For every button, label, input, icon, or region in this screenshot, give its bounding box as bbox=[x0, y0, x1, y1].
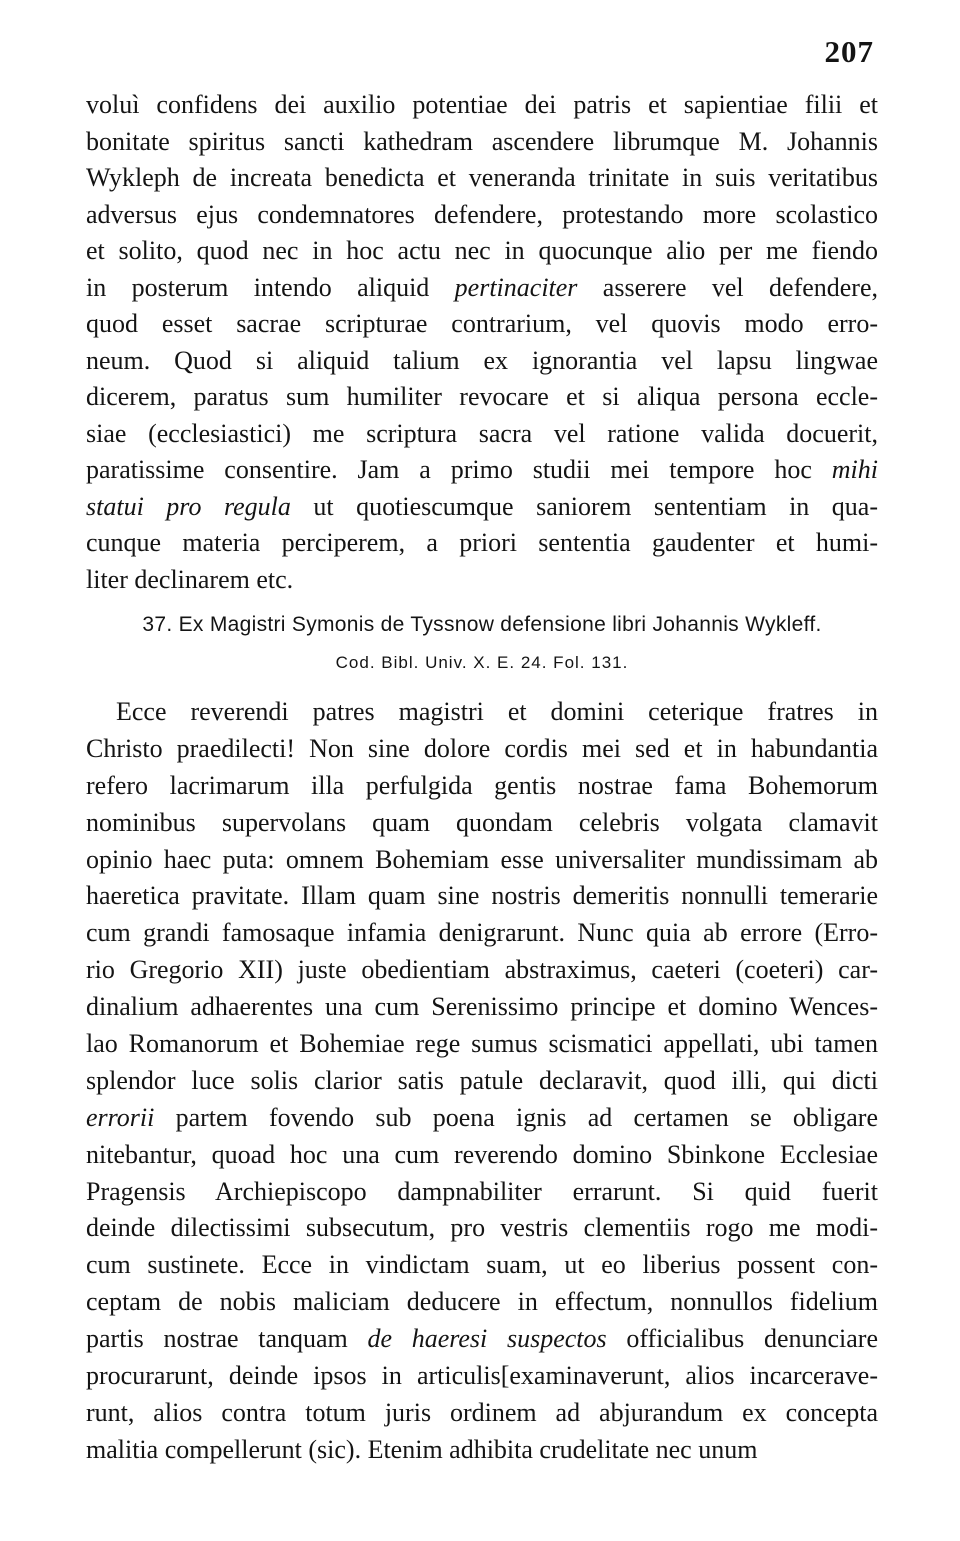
text-line bbox=[86, 1395, 878, 1432]
text-run: Wykleph de increata benedicta et veneranda trinitate in suis veritatibus bbox=[86, 163, 878, 192]
text-line bbox=[86, 1247, 878, 1284]
text-run: cum grandi famosaque infamia denigrarunt. Nunc quia ab errore (Erro- bbox=[86, 918, 878, 948]
document-heading: 37. Ex Magistri Symonis de Tyssnow defensione libri Johannis Wykleff. bbox=[142, 613, 822, 636]
text-run: cunque materia perciperem, a priori sententia gaudenter et humi- bbox=[86, 528, 878, 557]
text-run: in posterum intendo aliquid bbox=[86, 272, 455, 302]
text-run: ut quotiescumque saniorem sententiam in qua- bbox=[290, 491, 878, 521]
italic-phrase: mihi bbox=[831, 455, 878, 484]
text-line bbox=[86, 805, 878, 842]
continued-text-block bbox=[86, 87, 878, 598]
text-run: dinalium adhaerentes una cum Serenissimo principe et domino Wences- bbox=[86, 992, 878, 1022]
text-run: Pragensis Archiepiscopo dampnabiliter errarunt. Si quid fuerit bbox=[86, 1176, 878, 1206]
text-line bbox=[86, 989, 878, 1026]
italic-phrase: de haeresi suspectos bbox=[367, 1324, 607, 1354]
text-line bbox=[86, 952, 878, 989]
text-line bbox=[86, 87, 878, 124]
text-run: opinio haec puta: omnem Bohemiam esse universaliter mundissimam ab bbox=[86, 844, 878, 874]
text-line bbox=[86, 1063, 878, 1100]
text-run: asserere vel defendere, bbox=[577, 272, 878, 302]
text-line bbox=[86, 1026, 878, 1063]
text-run: splendor luce solis clarior satis patule declaravit, quod illi, qui dicti bbox=[86, 1065, 878, 1095]
text-line bbox=[86, 842, 878, 879]
text-line bbox=[86, 878, 878, 915]
page-number: 207 bbox=[824, 34, 874, 69]
italic-phrase: statui pro regula bbox=[86, 491, 291, 521]
text-run: adversus ejus condemnatores defendere, protestando more scolastico bbox=[86, 199, 878, 229]
main-text-block bbox=[86, 694, 878, 1469]
text-run: dicerem, paratus sum humiliter revocare et si aliqua persona eccle- bbox=[86, 382, 878, 411]
text-run: procurarunt, deinde ipsos in articulis[examinaverunt, alios incarcerave- bbox=[86, 1361, 878, 1391]
text-line bbox=[86, 160, 878, 197]
text-run: Ecce reverendi patres magistri et domini ceterique fratres in bbox=[116, 697, 878, 726]
text-line bbox=[86, 379, 878, 416]
text-run: deinde dilectissimi subsecutum, pro vestris clementiis rogo me modi- bbox=[86, 1213, 878, 1243]
text-line bbox=[86, 915, 878, 952]
text-run: bonitate spiritus sancti kathedram ascendere librumque M. Johannis bbox=[86, 126, 878, 156]
text-line bbox=[86, 1174, 878, 1211]
text-line bbox=[86, 1432, 878, 1469]
text-line bbox=[86, 1321, 878, 1358]
text-run: runt, alios contra totum juris ordinem ad abjurandum ex concepta bbox=[86, 1397, 878, 1427]
text-line bbox=[86, 270, 878, 307]
text-run: haeretica pravitate. Illam quam sine nostris demeritis nonnulli temerarie bbox=[86, 881, 878, 911]
text-line bbox=[86, 416, 878, 453]
text-line bbox=[86, 731, 878, 768]
book-page bbox=[86, 0, 878, 1541]
text-run: cum sustinete. Ecce in vindictam suam, ut eo liberius possent con- bbox=[86, 1250, 878, 1280]
text-line bbox=[86, 1137, 878, 1174]
text-line bbox=[86, 1210, 878, 1247]
text-line bbox=[86, 1358, 878, 1395]
text-run: siae (ecclesiastici) me scriptura sacra vel ratione valida docuerit, bbox=[86, 418, 878, 448]
text-line bbox=[86, 124, 878, 161]
text-run: lao Romanorum et Bohemiae rege sumus scismatici appellati, ubi tamen bbox=[86, 1029, 878, 1059]
italic-phrase: pertinaciter bbox=[454, 272, 578, 302]
document-source-reference: Cod. Bibl. Univ. X. E. 24. Fol. 131. bbox=[335, 653, 629, 672]
text-run: partem fovendo sub poena ignis ad certamen se obligare bbox=[154, 1102, 878, 1132]
text-line bbox=[86, 343, 878, 380]
text-run: ceptam de nobis maliciam deducere in effectum, nonnullos fidelium bbox=[86, 1287, 878, 1317]
text-run: Christo praedilecti! Non sine dolore cordis mei sed et in habundantia bbox=[86, 733, 878, 763]
text-line bbox=[86, 562, 878, 599]
text-run: refero lacrimarum illa perfulgida gentis nostrae fama Bohemorum bbox=[86, 770, 878, 800]
text-line bbox=[86, 306, 878, 343]
text-line bbox=[86, 452, 878, 489]
text-run: neum. Quod si aliquid talium ex ignorantia vel lapsu lingwae bbox=[86, 345, 878, 375]
text-line bbox=[86, 1100, 878, 1137]
italic-phrase: errorii bbox=[86, 1102, 155, 1132]
text-run: rio Gregorio XII) juste obedientiam abstraximus, caeteri (coeteri) car- bbox=[86, 955, 878, 985]
text-line bbox=[86, 233, 878, 270]
text-run: malitia compellerunt (sic). Etenim adhibita crudelitate nec unum bbox=[86, 1434, 758, 1464]
text-run: et solito, quod nec in hoc actu nec in quocunque alio per me fiendo bbox=[86, 236, 878, 265]
text-run: quod esset sacrae scripturae contrarium, vel quovis modo erro- bbox=[86, 309, 878, 338]
text-run: paratissime consentire. Jam a primo studii mei tempore hoc bbox=[86, 455, 832, 484]
text-run: nominibus supervolans quam quondam celebris volgata clamavit bbox=[86, 807, 878, 837]
text-run: liter declinarem etc. bbox=[86, 564, 294, 594]
text-line bbox=[86, 694, 878, 731]
text-run: officialibus denunciare bbox=[606, 1324, 878, 1354]
text-line bbox=[86, 489, 878, 526]
text-line bbox=[86, 197, 878, 234]
text-line bbox=[86, 525, 878, 562]
text-line bbox=[86, 768, 878, 805]
text-run: partis nostrae tanquam bbox=[86, 1324, 368, 1354]
text-run: nitebantur, quoad hoc una cum reverendo domino Sbinkone Ecclesiae bbox=[86, 1139, 878, 1169]
text-run: voluì confidens dei auxilio potentiae dei patris et sapientiae filii et bbox=[86, 90, 878, 119]
text-line bbox=[86, 1284, 878, 1321]
